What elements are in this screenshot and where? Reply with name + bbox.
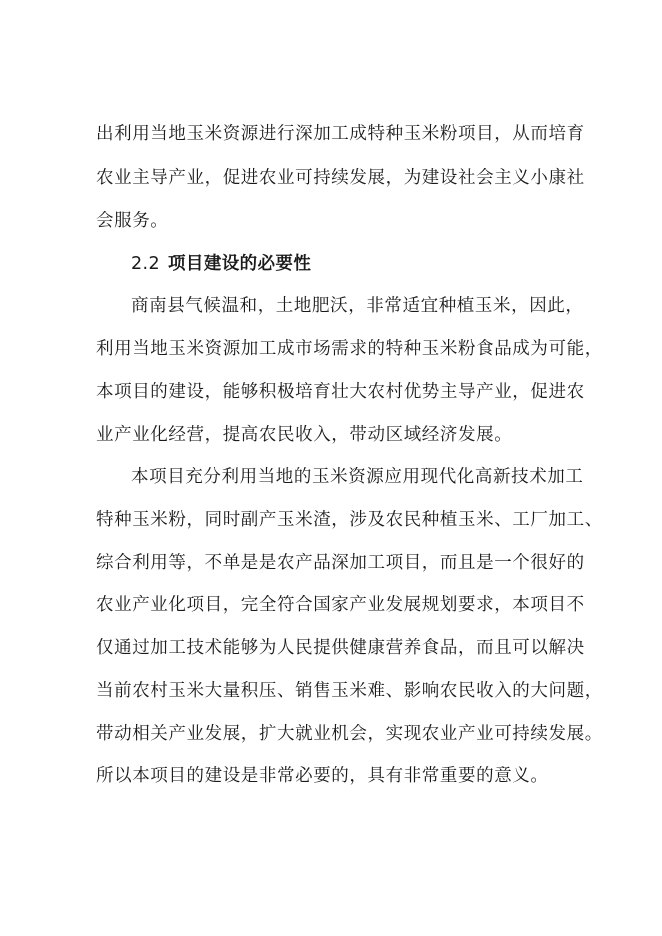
paragraph-3-line-1: 本项目充分利用当地的玉米资源应用现代化高新技术加工 — [131, 467, 584, 487]
paragraph-1-line-1: 出利用当地玉米资源进行深加工成特种玉米粉项目，从而培育 — [96, 124, 585, 144]
paragraph-2-line-3: 本项目的建设，能够积极培育壮大农村优势主导产业，促进农 — [96, 382, 585, 402]
paragraph-3-line-8: 所以本项目的建设是非常必要的，具有非常重要的意义。 — [96, 766, 549, 786]
section-number: 2.2 — [131, 254, 161, 274]
section-heading — [131, 249, 311, 279]
paragraph-3-line-2: 特种玉米粉，同时副产玉米渣，涉及农民种植玉米、工厂加工、 — [96, 510, 603, 530]
paragraph-1-line-2: 农业主导产业，促进农业可持续发展，为建设社会主义小康社 — [96, 168, 585, 188]
paragraph-2-line-4: 业产业化经营，提高农民收入，带动区域经济发展。 — [96, 425, 513, 445]
paragraph-3-line-7: 带动相关产业发展，扩大就业机会，实现农业产业可持续发展。 — [96, 724, 603, 744]
paragraph-2-line-1: 商南县气候温和，土地肥沃，非常适宜种植玉米，因此， — [131, 296, 584, 316]
section-title: 项目建设的必要性 — [168, 254, 312, 274]
paragraph-3-line-4: 农业产业化项目，完全符合国家产业发展规划要求，本项目不 — [96, 595, 585, 615]
paragraph-3-line-6: 当前农村玉米大量积压、销售玉米难、影响农民收入的大问题， — [96, 681, 603, 701]
paragraph-1-line-3: 会服务。 — [96, 211, 169, 231]
paragraph-3-line-5: 仅通过加工技术能够为人民提供健康营养食品，而且可以解决 — [96, 638, 585, 658]
paragraph-2-line-2: 利用当地玉米资源加工成市场需求的特种玉米粉食品成为可能， — [96, 339, 603, 359]
paragraph-3-line-3: 综合利用等，不单是是农产品深加工项目，而且是一个很好的 — [96, 553, 585, 573]
